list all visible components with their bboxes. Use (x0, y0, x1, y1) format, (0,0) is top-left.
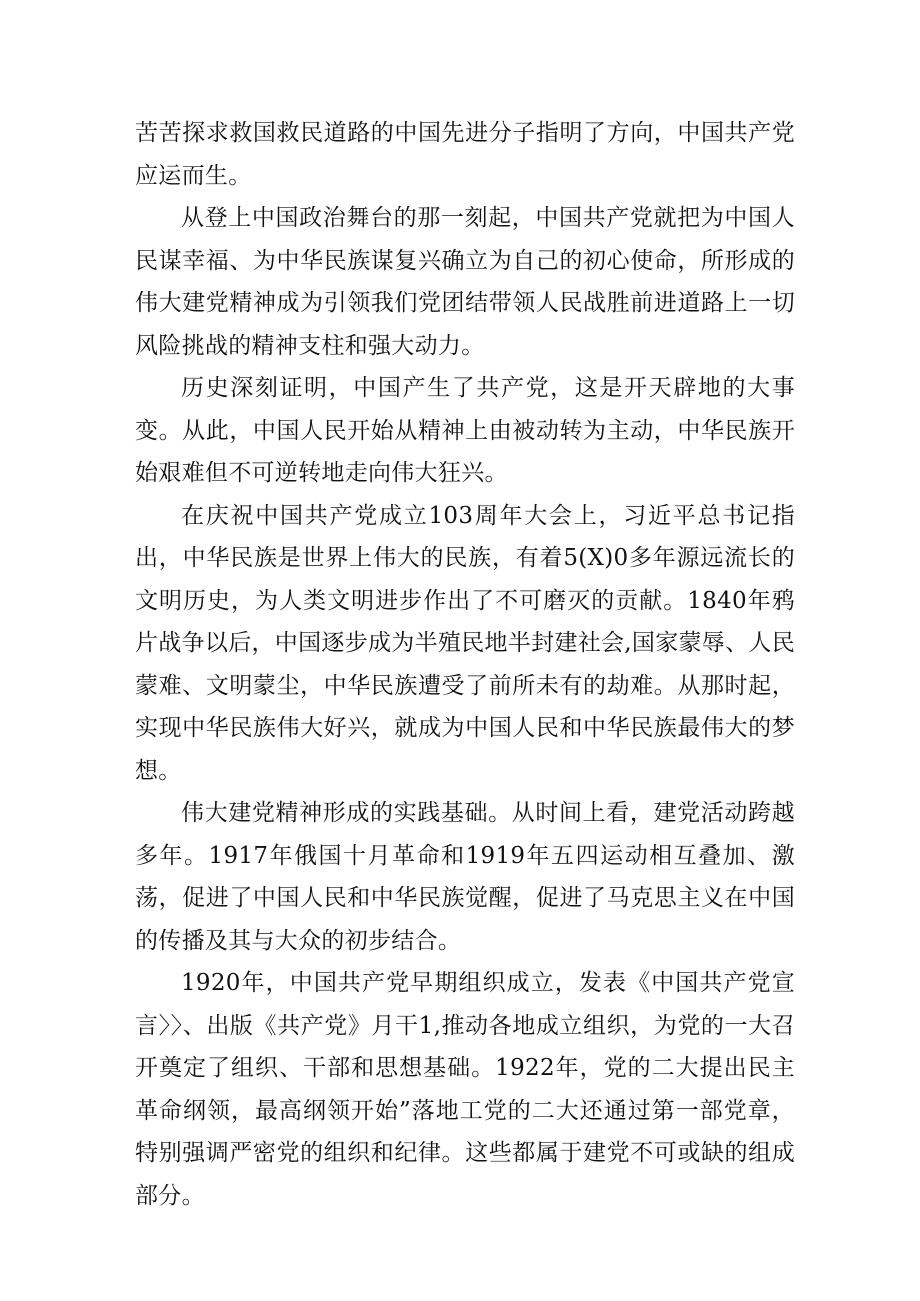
document-body (135, 112, 795, 1217)
paragraph-3: 历史深刻证明，中国产生了共产党，这是开天辟地的大事变。从此，中国人民开始从精神上由被动转为主动，中华民族开始艰难但不可逆转地走向伟大狂兴。 (135, 375, 795, 486)
paragraph-1: 苦苦探求救国救民道路的中国先进分子指明了方向，中国共产党应运而生。 (135, 120, 795, 189)
paragraph-2: 从登上中国政治舞台的那一刻起，中国共产党就把为中国人民谋幸福、为中华民族谋复兴确立为自己的初心使命，所形成的伟大建党精神成为引领我们党团结带领人民战胜前进道路上一切风险挑战的精神支柱和强大动力。 (135, 205, 795, 359)
paragraph-4: 在庆祝中国共产党成立103周年大会上，习近平总书记指出，中华民族是世界上伟大的民族，有着5(X)0多年源远流长的文明历史，为人类文明进步作出了不可磨灭的贡献。1840年鸦片战争以后，中国逐步成为半殖民地半封建社会,国家蒙辱、人民蒙难、文明蒙尘，中华民族遭受了前所未有的劫难。从那时起，实现中华民族伟大好兴，就成为中国人民和中华民族最伟大的梦想。 (135, 502, 796, 784)
paragraph-6: 1920年，中国共产党早期组织成立，发表《中国共产党宣言〉〉、出版《共产党》月干1,推动各地成立组织，为党的一大召开奠定了组织、干部和思想基础。1922年，党的二大提出民主革命纲领，最高纲领开始”落地工党的二大还通过第一部党章，特别强调严密党的组织和纪律。这些都属于建党不可或缺的组成部分。 (135, 970, 795, 1209)
paragraph-5: 伟大建党精神形成的实践基础。从时间上看，建党活动跨越多年。1917年俄国十月革命和1919年五四运动相互叠加、激荡，促进了中国人民和中华民族觉醒，促进了马克思主义在中国的传播及其与大众的初步结合。 (135, 800, 795, 954)
